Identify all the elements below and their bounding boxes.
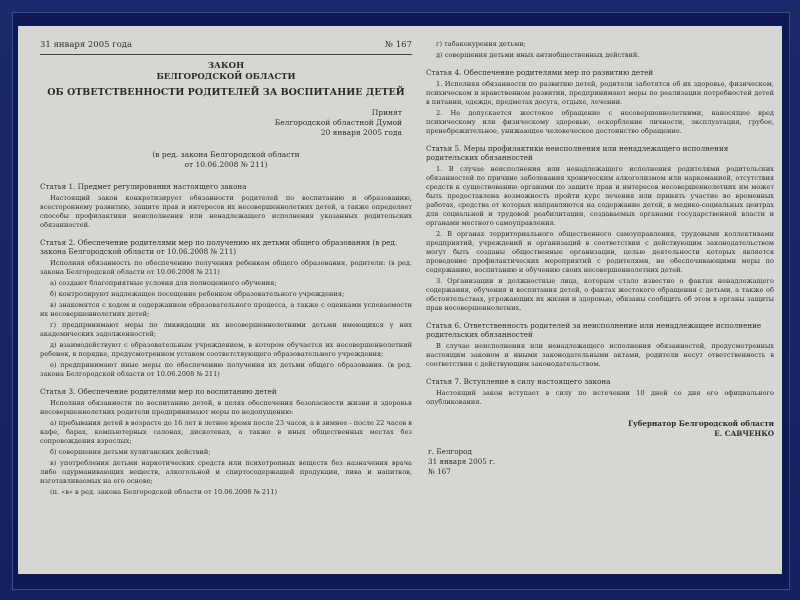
header-rule <box>40 54 412 55</box>
law-title: ОБ ОТВЕТСТВЕННОСТИ РОДИТЕЛЕЙ ЗА ВОСПИТАНИЕ ДЕТЕЙ <box>47 87 405 98</box>
document-header <box>40 40 412 50</box>
signature-name: Е. САВЧЕНКО <box>714 429 774 438</box>
article-heading: Статья 2. Обеспечение родителями мер по получению их детьми общего образования (в ред. закона Белгородской области от 10.06.2008 № 211) <box>40 238 398 256</box>
law-region: БЕЛГОРОДСКОЙ ОБЛАСТИ <box>156 72 296 82</box>
paragraph: Настоящий закон вступает в силу по истечении 10 дней со дня его официального опубликования. <box>426 389 774 406</box>
paragraph: 2. В органах территориального общественного самоуправления, трудовыми коллективами предприятий, учреждений и организаций в соответствии с действующим законодательством могут быть созданы общественные организации, целью деятельности которых является проведение профилактических мероприятий с родителями, не обеспечивающими меры по содержанию, воспитанию и обучению своих несовершеннолетних детей. <box>426 230 774 274</box>
left-body <box>40 182 412 497</box>
paragraph: Настоящий закон конкретизирует обязанности родителей по воспитанию и образованию, всестороннему развитию, защите прав и интересов их несовершеннолетних детей, а также определяет способы профилактики неисполнения или ненадлежащего исполнения указанных родительских обязанностей. <box>40 194 412 229</box>
paragraph: в) употребления детьми наркотических средств или психотропных веществ без назначения врача либо одурманивающих веществ, алкогольной и спиртосодержащей продукции, пива и напитков, изготавливаемых на его основе; <box>40 459 412 485</box>
paragraph: г) предпринимают меры по ликвидации их несовершеннолетними детьми имеющихся у них академических задолженностей; <box>40 321 412 338</box>
document-date: 31 января 2005 года <box>40 40 133 50</box>
paragraph: б) контролируют надлежащее посещение ребенком образовательного учреждения; <box>50 290 345 298</box>
article-heading: Статья 7. Вступление в силу настоящего закона <box>426 377 611 386</box>
left-column <box>40 26 412 574</box>
article-heading: Статья 5. Меры профилактики неисполнения или ненадлежащего исполнения родительских обязанностей <box>426 144 729 162</box>
amendment-line: от 10.06.2008 № 211) <box>184 160 268 169</box>
signature-title: Губернатор Белгородской области <box>628 419 774 428</box>
paragraph: г) табакокурения детьми; <box>436 40 526 48</box>
paragraph: б) совершения детьми хулиганских действий; <box>50 448 211 456</box>
paragraph: 1. В случае неисполнения или ненадлежащего исполнения родителями родительских обязанностей по причине заболевания хроническим алкоголизмом или наркоманией, отсутствия средств к существованию органами по защите прав и интересов несовершеннолетних им может быть предоставлена возможность пройти курс лечения или принять участие во временных работах, средства от которых направляются на содержание детей, в медико-социальных центрах для социальной и трудовой реабилитации, создаваемых органами государственной власти и органами местного самоуправления. <box>426 165 774 227</box>
place-line: г. Белгород <box>428 447 472 456</box>
adopted-line: 20 января 2005 года <box>320 128 402 137</box>
paragraph: 1. Исполняя обязанности по развитию детей, родители заботятся об их здоровье, физическом, психическом и нравственном развитии, предпринимают меры по реализации потребностей детей в питании, одежде, предметах досуга, отдыхе, лечении. <box>426 80 774 106</box>
signature-block <box>426 419 774 439</box>
article-heading: Статья 4. Обеспечение родителями мер по развитию детей <box>426 68 654 77</box>
amendment-line: (в ред. закона Белгородской области <box>152 150 300 159</box>
adopted-line: Белгородской областной Думой <box>274 118 402 127</box>
paragraph: 2. Не допускается жестокое обращение с несовершеннолетними, наносящее вред психическому или физическому здоровью, оскорбление личности, эксплуатация, грубое, пренебрежительное, унижающее человеческое достоинство обращение. <box>426 109 774 135</box>
place-line: 31 января 2005 г. <box>428 457 496 466</box>
amendment-note <box>40 150 412 170</box>
adopted-line: Принят <box>371 108 402 117</box>
article-heading: Статья 6. Ответственность родителей за неисполнение или ненадлежащее исполнение родительских обязанностей <box>426 321 762 339</box>
paragraph: В случае неисполнения или ненадлежащего исполнения обязанностей, предусмотренных настоящим законом и иными законодательными актами, родители несут ответственность в соответствии с действующим законодательством. <box>426 342 774 368</box>
paragraph: а) пребывания детей в возрасте до 16 лет в летнее время после 23 часов, а в зимнее - после 22 часов в кафе, барах, компьютерных салонах, дискотеках, а также в иных общественных местах без сопровождения взрослых; <box>40 419 412 445</box>
paragraph: (п. «в» в ред. закона Белгородской области от 10.06.2008 № 211) <box>50 488 278 496</box>
place-date-block <box>428 447 774 477</box>
article-heading: Статья 3. Обеспечение родителями мер по воспитанию детей <box>40 387 277 396</box>
document-number: № 167 <box>385 40 412 50</box>
adopted-block <box>40 108 402 138</box>
paragraph: в) знакомятся с ходом и содержанием образовательного процесса, а также с оценками успеваемости их несовершеннолетних детей; <box>40 301 412 318</box>
law-label: ЗАКОН <box>207 61 245 71</box>
right-body <box>426 40 774 407</box>
paragraph: е) предпринимают иные меры по обеспечению получения их детьми общего образования. (в ред. закона Белгородской области от 10.06.2008 № 211) <box>40 361 412 378</box>
paragraph: 3. Организации и должностные лица, которым стало известно о фактах ненадлежащего содержания, обучения и воспитания детей, о фактах жестокого обращения с детьми, а также об обстоятельствах, угрожающих их жизни и здоровью, обязаны сообщить об этом в органы защиты прав несовершеннолетних. <box>426 277 774 312</box>
right-column <box>426 26 774 574</box>
paragraph: Исполняя обязанность по обеспечению получения ребенком общего образования, родители: (в ред. закона Белгородской области от 10.06.2008 № 211) <box>40 259 412 276</box>
paragraph: д) взаимодействуют с образовательным учреждением, в котором обучается их несовершеннолетний ребенок, в порядке, предусмотренном уставом соответствующего образовательного учреждения; <box>40 341 412 358</box>
article-heading: Статья 1. Предмет регулирования настоящего закона <box>40 182 247 191</box>
paragraph: а) создают благоприятные условия для полноценного обучения; <box>50 279 277 287</box>
paragraph: Исполняя обязанности по воспитанию детей, в целях обеспечения безопасности жизни и здоровья несовершеннолетних родители предпринимают меры по недопущению: <box>40 399 412 416</box>
place-line: № 167 <box>428 467 451 476</box>
document-scan <box>18 26 782 574</box>
paragraph: д) совершения детьми иных антиобщественных действий. <box>436 51 640 59</box>
